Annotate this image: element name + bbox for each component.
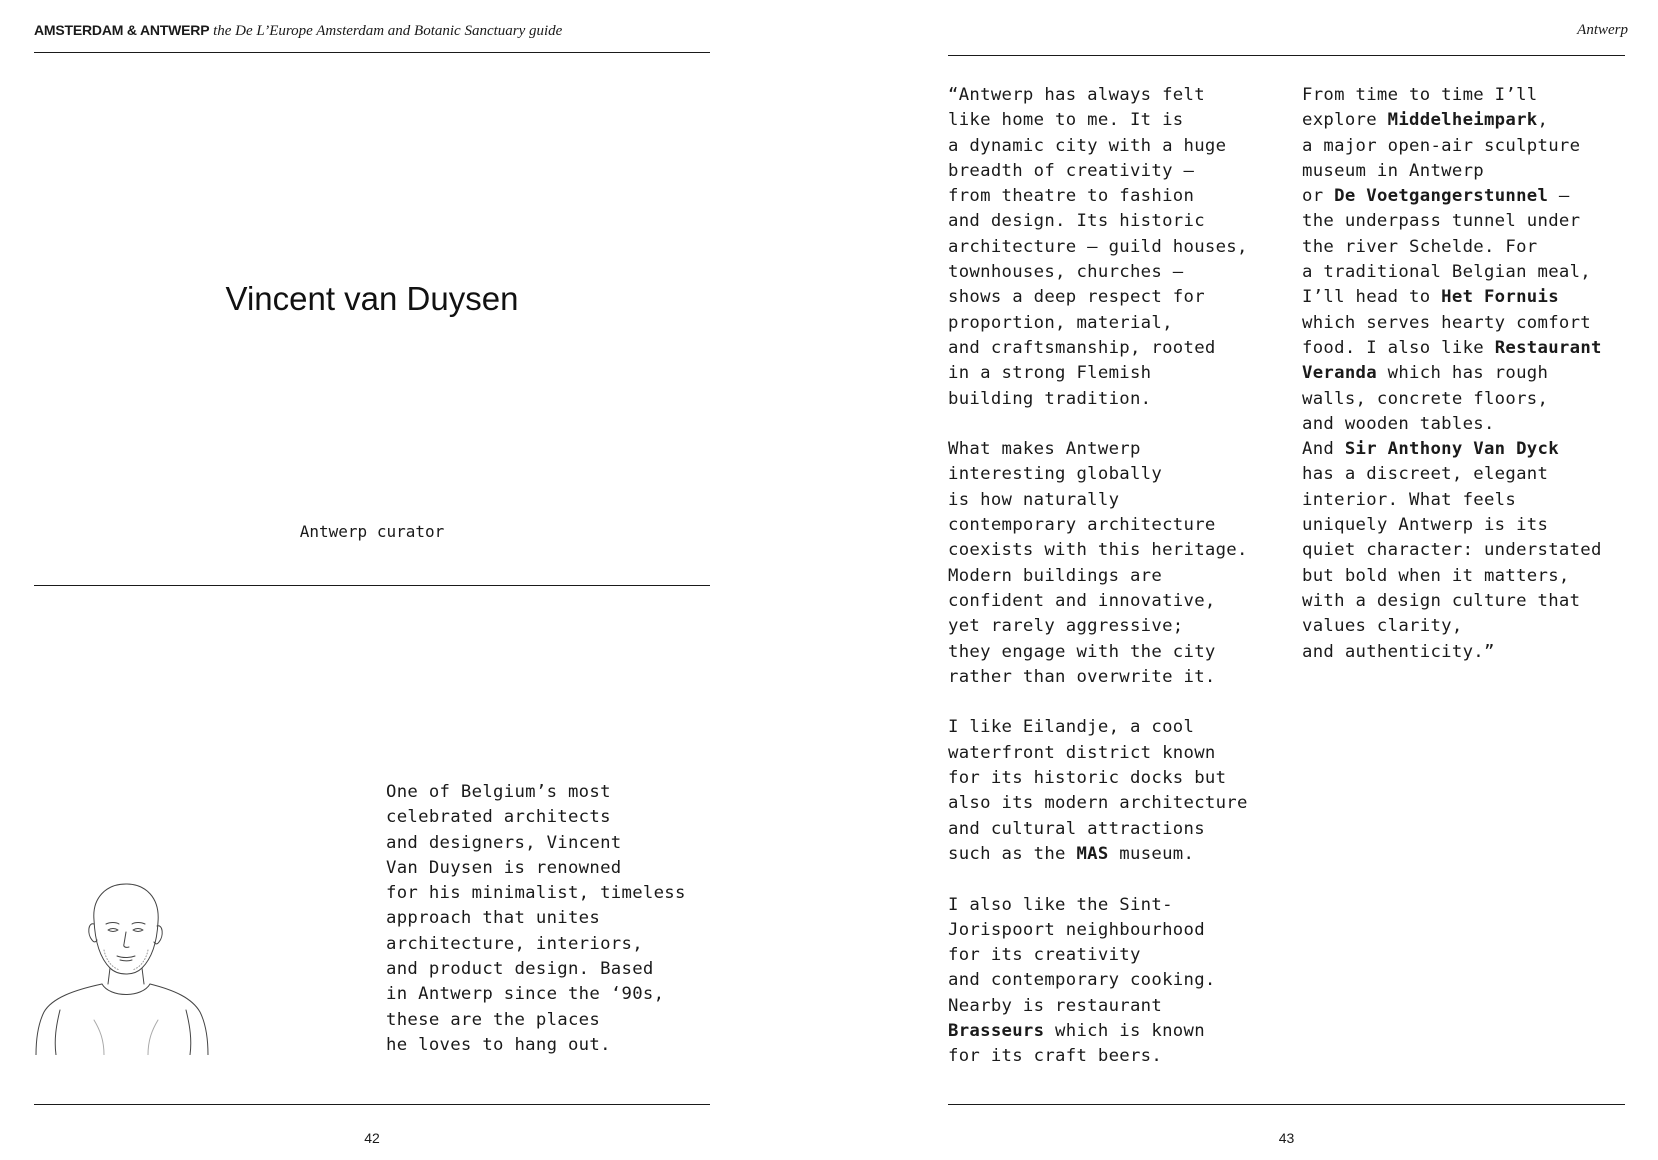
page-number: 43 xyxy=(1278,1130,1295,1146)
bio-line: in Antwerp since the ‘90s, xyxy=(386,984,665,1005)
portrait-illustration xyxy=(34,880,214,1055)
bio-line: celebrated architects xyxy=(386,807,611,828)
place-name-voetgangerstunnel: De Voetgangerstunnel xyxy=(1334,186,1549,207)
curator-role: Antwerp curator xyxy=(299,522,445,541)
paragraph: I also like the Sint- Jorispoort neighbourhood for its creativity and contemporary cooking. Nearby is restaurant Brasseurs which is known for its craft beers. xyxy=(948,894,1216,1067)
bio-line: for his minimalist, timeless xyxy=(386,883,686,904)
curator-name: Vincent van Duysen xyxy=(225,280,519,317)
section-rule xyxy=(34,585,710,586)
bio-line: and product design. Based xyxy=(386,959,654,980)
running-head-left xyxy=(34,22,562,42)
bio-line: One of Belgium’s most xyxy=(386,782,611,802)
bio-line: Van Duysen is renowned xyxy=(386,857,622,878)
right-page xyxy=(829,0,1658,1160)
place-name-middelheimpark: Middelheimpark xyxy=(1387,110,1538,131)
footer-rule xyxy=(34,1104,710,1105)
guide-subtitle: the De L’Europe Amsterdam and Botanic Sanctuary guide xyxy=(213,23,563,39)
place-name-het-fornuis: Het Fornuis xyxy=(1441,287,1559,308)
bio-line: he loves to hang out. xyxy=(386,1034,611,1055)
paragraph: I like Eilandje, a cool waterfront district known for its historic docks but also its modern architecture and cultural attractions such as the MAS museum. xyxy=(948,717,1248,864)
paragraph: What makes Antwerp interesting globally is how naturally contemporary architecture coexists with this heritage. Modern buildings are confident and innovative, yet rarely aggressive; they engage with the city rather than overwrite it. xyxy=(948,439,1248,687)
bio-line: these are the places xyxy=(386,1009,601,1030)
footer-rule xyxy=(948,1104,1625,1105)
bio-line: architecture, interiors, xyxy=(386,933,643,954)
bio-line: and designers, Vincent xyxy=(386,832,622,853)
header-rule xyxy=(34,52,710,53)
bio-line: approach that unites xyxy=(386,908,601,929)
running-head-right: Antwerp xyxy=(1577,22,1628,38)
quote-column-1 xyxy=(948,83,1248,1070)
place-name-sir-anthony-van-dyck: Sir Anthony Van Dyck xyxy=(1344,439,1559,460)
guide-series-title: AMSTERDAM & ANTWERP xyxy=(34,22,210,38)
place-name-restaurant: Restaurant xyxy=(1494,337,1602,358)
place-name-veranda: Veranda xyxy=(1302,363,1377,384)
place-name-mas: MAS xyxy=(1076,843,1109,864)
place-name-brasseurs: Brasseurs xyxy=(948,1020,1045,1041)
paragraph: “Antwerp has always felt like home to me. It is a dynamic city with a huge breadth of creativity – from theatre to fashion and design. Its historic architecture – guild houses, townhouses, churches – shows a deep respect for proportion, material, and craftsmanship, rooted in a strong Flemish building tradition. xyxy=(948,85,1248,409)
quote-column-2: From time to time I’ll explore Middelheimpark, a major open-air sculpture museum in Antwerp or De Voetgangerstunnel – the underpass tunnel under the river Schelde. For a traditional Belgian meal, I’ll head to Het Fornuis which serves hearty comfort food. I also like Restaurant Veranda which has rough walls, concrete floors, and wooden tables. And Sir Anthony Van Dyck has a discreet, elegant interior. What feels uniquely Antwerp is its quiet character: understated but bold when it matters, with a design culture that values clarity, and authenticity.” xyxy=(1302,85,1602,662)
page-number: 42 xyxy=(364,1130,380,1146)
curator-bio xyxy=(386,780,686,1058)
header-rule xyxy=(948,55,1625,56)
